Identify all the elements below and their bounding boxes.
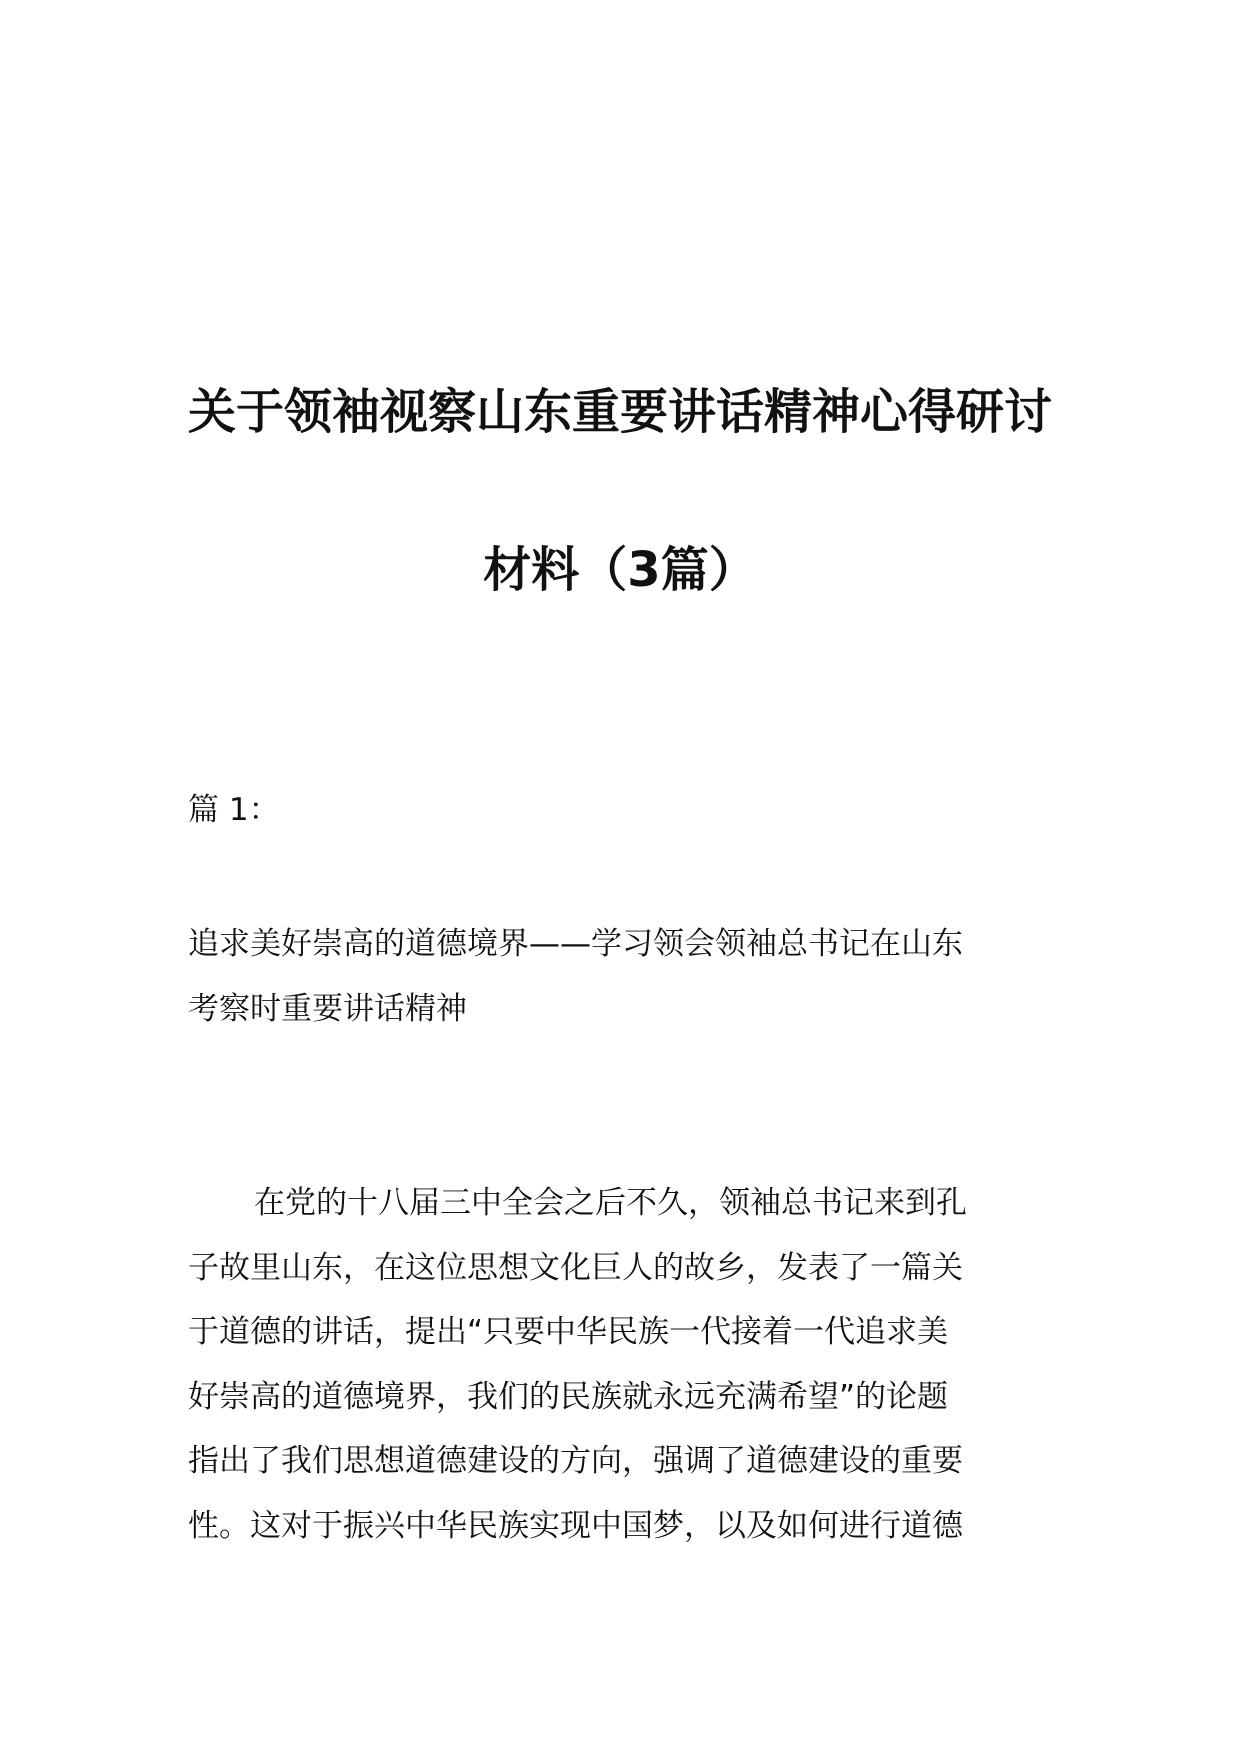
body-text-line: 于道德的讲话，提出“只要中华民族一代接着一代追求美 <box>188 1314 949 1350</box>
body-text-line: 子故里山东，在这位思想文化巨人的故乡，发表了一篇关 <box>188 1250 963 1286</box>
article-subtitle-line-1: 追求美好崇高的道德境界——学习领会领袖总书记在山东 <box>188 926 963 962</box>
body-text-line: 好崇高的道德境界，我们的民族就永远充满希望”的论题 <box>188 1379 949 1415</box>
document-title-line-2: 材料（3篇） <box>483 542 757 598</box>
section-label: 篇 1： <box>188 792 280 828</box>
body-text-line: 指出了我们思想道德建设的方向，强调了道德建设的重要 <box>188 1443 963 1479</box>
article-subtitle-line-2: 考察时重要讲话精神 <box>188 991 467 1027</box>
body-text-line: 在党的十八届三中全会之后不久，领袖总书记来到孔 <box>254 1185 967 1221</box>
document-title-line-1: 关于领袖视察山东重要讲话精神心得研讨 <box>187 384 1052 440</box>
body-text-line: 性。这对于振兴中华民族实现中国梦，以及如何进行道德 <box>188 1508 963 1544</box>
